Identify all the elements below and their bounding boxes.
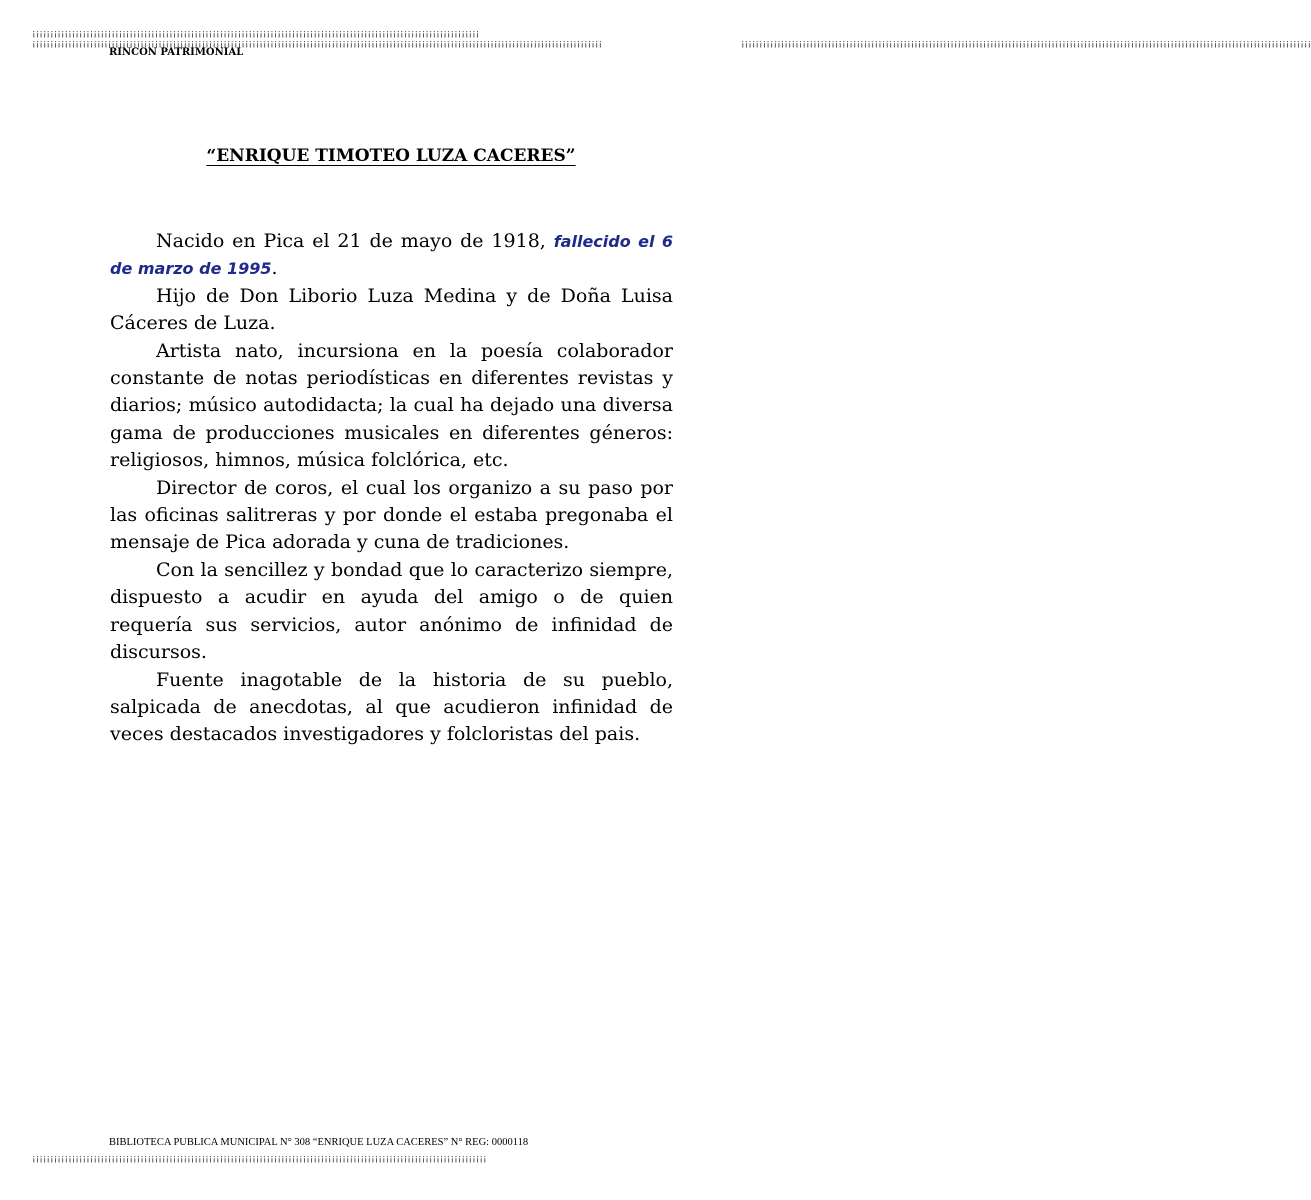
death-date-highlight: fallecido el 6 de marzo de 1995 bbox=[110, 232, 673, 279]
page-border-bottom: ¡¡¡¡¡¡¡¡¡¡¡¡¡¡¡¡¡¡¡¡¡¡¡¡¡¡¡¡¡¡¡¡¡¡¡¡¡¡¡¡¡¡¡¡¡¡¡¡¡¡¡¡¡¡¡¡¡¡¡¡¡¡¡¡¡¡¡¡¡¡¡¡¡¡¡¡¡¡¡¡¡¡¡¡¡¡¡¡¡¡¡¡¡¡¡¡¡¡¡¡¡¡¡¡¡¡¡¡¡¡¡¡¡¡¡¡¡¡¡¡¡¡¡¡¡¡ bbox=[32, 1154, 487, 1164]
page-title-text: “ENRIQUE TIMOTEO LUZA CACERES” bbox=[206, 146, 576, 166]
artist-paragraph: Artista nato, incursiona en la poesía colaborador constante de notas periodísticas en diferentes revistas y diarios; músico autodidacta; la cual ha dejado una diversa gama de producciones musicales en diferentes géneros: religiosos, himnos, música folclórica, etc. bbox=[110, 339, 673, 472]
character-paragraph: Con la sencillez y bondad que lo caracterizo siempre, dispuesto a acudir en ayuda del amigo o de quien requería sus servicios, autor anónimo de infinidad de discursos. bbox=[110, 558, 673, 664]
choir-director-paragraph: Director de coros, el cual los organizo a su paso por las oficinas salitreras y por donde el estaba pregonaba el mensaje de Pica adorada y cuna de tradiciones. bbox=[110, 476, 673, 554]
page-border-right: ¡¡¡¡¡¡¡¡¡¡¡¡¡¡¡¡¡¡¡¡¡¡¡¡¡¡¡¡¡¡¡¡¡¡¡¡¡¡¡¡¡¡¡¡¡¡¡¡¡¡¡¡¡¡¡¡¡¡¡¡¡¡¡¡¡¡¡¡¡¡¡¡¡¡¡¡¡¡¡¡¡¡¡¡¡¡¡¡¡¡¡¡¡¡¡¡¡¡¡¡¡¡¡¡¡¡¡¡¡¡¡¡¡¡¡¡¡¡¡¡¡¡¡¡¡¡¡¡¡¡¡¡¡¡¡¡¡¡¡¡¡¡¡¡¡¡¡¡¡¡¡¡¡¡¡¡¡¡ bbox=[741, 39, 1311, 49]
birth-paragraph bbox=[110, 228, 673, 283]
page-border-left: ¡¡¡¡¡¡¡¡¡¡¡¡¡¡¡¡¡¡¡¡¡¡¡¡¡¡¡¡¡¡¡¡¡¡¡¡¡¡¡¡¡¡¡¡¡¡¡¡¡¡¡¡¡¡¡¡¡¡¡¡¡¡¡¡¡¡¡¡¡¡¡¡¡¡¡¡¡¡¡¡¡¡¡¡¡¡¡¡¡¡¡¡¡¡¡¡¡¡¡¡¡¡¡¡¡¡¡¡¡¡¡¡¡¡¡¡¡¡¡¡¡¡¡¡¡¡¡¡¡¡¡¡¡¡¡¡¡¡¡¡¡¡¡¡¡¡¡¡¡¡¡¡¡¡¡¡¡¡ bbox=[32, 39, 603, 49]
page-border-top: ¡¡¡¡¡¡¡¡¡¡¡¡¡¡¡¡¡¡¡¡¡¡¡¡¡¡¡¡¡¡¡¡¡¡¡¡¡¡¡¡¡¡¡¡¡¡¡¡¡¡¡¡¡¡¡¡¡¡¡¡¡¡¡¡¡¡¡¡¡¡¡¡¡¡¡¡¡¡¡¡¡¡¡¡¡¡¡¡¡¡¡¡¡¡¡¡¡¡¡¡¡¡¡¡¡¡¡¡¡¡¡¡¡¡¡¡¡¡¡¡¡¡¡¡ bbox=[32, 29, 480, 39]
page-footer: BIBLIOTECA PUBLICA MUNICIPAL N° 308 “ENRIQUE LUZA CACERES” N° REG: 0000118 bbox=[109, 1137, 529, 1148]
parents-paragraph: Hijo de Don Liborio Luza Medina y de Doña Luisa Cáceres de Luza. bbox=[110, 284, 673, 335]
section-header: RINCON PATRIMONIAL bbox=[109, 47, 244, 58]
history-source-paragraph: Fuente inagotable de la historia de su pueblo, salpicada de anecdotas, al que acudieron infinidad de veces destacados investigadores y folcloristas del pais. bbox=[110, 668, 673, 746]
page-title bbox=[0, 146, 782, 166]
birth-text: Nacido en Pica el 21 de mayo de 1918, bbox=[156, 230, 546, 252]
biography-body bbox=[110, 228, 673, 749]
birth-end: . bbox=[271, 257, 278, 280]
